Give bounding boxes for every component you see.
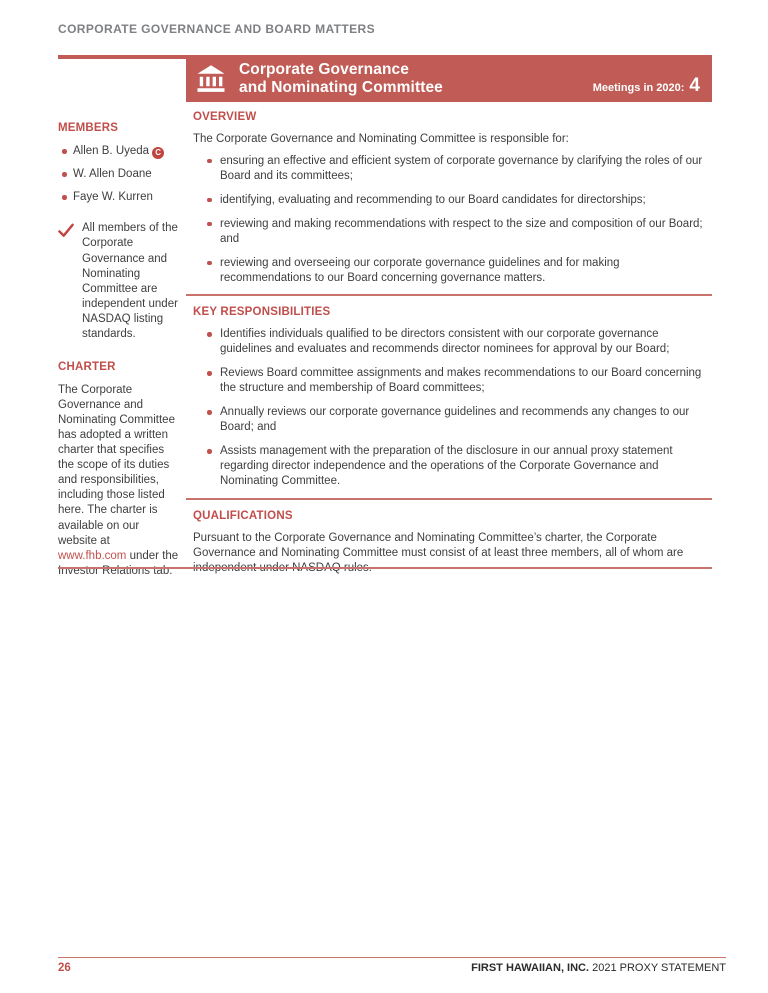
members-heading: MEMBERS	[58, 122, 119, 134]
member-name: Faye W. Kurren	[73, 191, 153, 204]
member-name: W. Allen Doane	[73, 168, 152, 181]
qualifications-text: Pursuant to the Corporate Governance and Nominating Committee’s charter, the Corporate Governance and Nominating Committee must consist of at least three members, all of whom are independent under NASDAQ rules.	[193, 531, 684, 574]
footer	[58, 962, 726, 974]
key-responsibilities-bullet	[203, 327, 712, 357]
overview-bullet-text: reviewing and overseeing our corporate governance guidelines and for making recommendations to our Board concerning governance matters.	[220, 256, 620, 284]
qualifications-section	[186, 509, 712, 576]
fhb-website-link[interactable]: www.fhb.com	[58, 549, 127, 562]
member-list	[58, 144, 180, 205]
key-responsibilities-section	[186, 305, 712, 488]
key-responsibilities-bullet	[203, 405, 712, 435]
member-item	[58, 144, 180, 159]
committee-banner	[186, 55, 712, 102]
charter-heading: CHARTER	[58, 360, 116, 373]
overview-intro: The Corporate Governance and Nominating Committee is responsible for:	[193, 132, 569, 145]
main-column	[186, 110, 712, 579]
sidebar	[58, 110, 180, 579]
qualifications-heading: QUALIFICATIONS	[193, 509, 293, 522]
footer-right-text	[471, 962, 726, 974]
key-responsibilities-bullet	[203, 366, 712, 396]
overview-bullet	[203, 217, 712, 247]
overview-bullet-list	[193, 154, 712, 286]
member-item	[58, 190, 180, 205]
key-responsibilities-heading: KEY RESPONSIBILITIES	[193, 306, 331, 319]
key-responsibilities-bullet-text: Reviews Board committee assignments and makes recommendations to our Board concerning the structure and membership of Board committees;	[220, 367, 702, 395]
meetings-label: Meetings in 2020:	[592, 82, 685, 94]
banner-connector-line	[58, 55, 186, 59]
overview-bullet-text: identifying, evaluating and recommending to our Board candidates for directorships;	[220, 193, 646, 206]
charter-text	[58, 383, 180, 579]
member-name: Allen B. Uyeda	[73, 145, 150, 158]
content-columns	[58, 110, 712, 579]
meetings-info	[593, 75, 700, 102]
section-divider	[186, 294, 712, 296]
chair-badge: C	[152, 147, 164, 159]
key-responsibilities-bullet-text: Annually reviews our corporate governance guidelines and recommends any changes to our Board; and	[220, 406, 690, 434]
page-number: 26	[58, 962, 71, 974]
footer-statement: 2021 PROXY STATEMENT	[589, 962, 726, 974]
charter-text-after-link: under the Investor Relations tab.	[58, 549, 179, 577]
committee-title-line1: Corporate Governance	[239, 61, 409, 78]
overview-bullet-text: reviewing and making recommendations with respect to the size and composition of our Board; and	[220, 217, 703, 245]
key-responsibilities-bullet	[203, 444, 712, 489]
independence-note	[58, 221, 180, 342]
bank-columns-icon	[196, 64, 226, 94]
running-head: CORPORATE GOVERNANCE AND BOARD MATTERS	[58, 22, 375, 36]
overview-bullet	[203, 193, 712, 208]
key-responsibilities-bullet-text: Assists management with the preparation of the disclosure in our annual proxy statement regarding director independence and the operations of the Corporate Governance and Nominating Committee.	[220, 445, 673, 487]
overview-section	[186, 110, 712, 285]
footer-company: FIRST HAWAIIAN, INC.	[471, 962, 590, 974]
independence-note-text: All members of the Corporate Governance and Nominating Committee are independent under NASDAQ listing standards.	[82, 222, 178, 340]
overview-bullet-text: ensuring an effective and efficient system of corporate governance by clarifying the roles of our Board and its committees;	[220, 154, 703, 182]
key-responsibilities-bullet-text: Identifies individuals qualified to be directors consistent with our corporate governance guidelines and evaluates and recommends director nominees for approval by our Board;	[220, 328, 670, 356]
committee-block-bottom-rule	[58, 567, 712, 569]
overview-heading: OVERVIEW	[193, 111, 257, 123]
footer-rule	[58, 957, 726, 958]
checkmark-icon	[58, 221, 82, 342]
committee-banner-row	[58, 55, 712, 102]
committee-title	[239, 61, 443, 96]
overview-bullet	[203, 154, 712, 184]
key-responsibilities-bullet-list	[193, 327, 712, 488]
committee-title-line2: and Nominating Committee	[239, 78, 443, 96]
charter-text-before-link: The Corporate Governance and Nominating Committee has adopted a written charter that specifies the scope of its duties and responsibilities, including those listed here. The charter is available on our website at	[58, 383, 175, 547]
overview-bullet	[203, 256, 712, 286]
meetings-count: 4	[689, 75, 700, 96]
member-item	[58, 167, 180, 182]
section-divider	[186, 498, 712, 500]
